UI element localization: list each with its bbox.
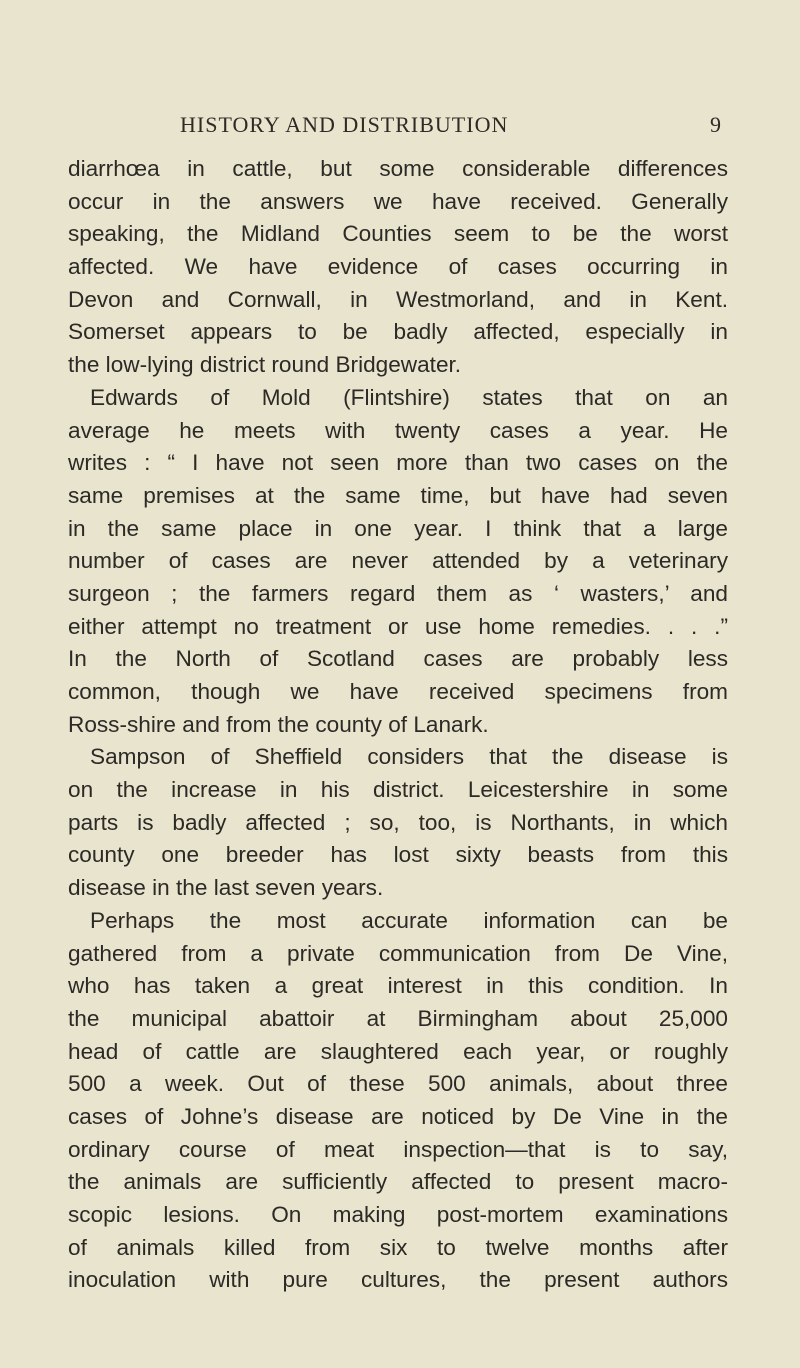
body-text <box>68 153 728 1297</box>
text-line: Ross-shire and from the county of Lanark. <box>68 711 489 737</box>
text-line: surgeon ; the farmers regard them as ‘ wasters,’ and <box>68 580 728 606</box>
text-line: speaking, the Midland Counties seem to be the worst <box>68 221 728 247</box>
text-line: same premises at the same time, but have had seven <box>68 482 728 508</box>
text-line: head of cattle are slaughtered each year, or roughly <box>68 1038 728 1064</box>
text-line: the low-lying district round Bridgewater. <box>68 352 462 378</box>
text-line: gathered from a private communication from De Vine, <box>68 940 728 966</box>
running-head <box>70 112 722 148</box>
text-line: disease in the last seven years. <box>68 875 384 901</box>
text-line: county one breeder has lost sixty beasts from this <box>68 842 728 868</box>
text-line: scopic lesions. On making post-mortem examinations <box>68 1202 728 1227</box>
text-line: 500 a week. Out of these 500 animals, about three <box>68 1071 728 1097</box>
text-line: diarrhœa in cattle, but some considerable differences <box>68 156 728 181</box>
text-line: number of cases are never attended by a veterinary <box>68 548 728 574</box>
text-line: who has taken a great interest in this condition. In <box>68 973 728 999</box>
text-line: In the North of Scotland cases are probably less <box>68 646 728 672</box>
text-line: Edwards of Mold (Flintshire) states that on an <box>90 384 728 410</box>
text-line: of animals killed from six to twelve months after <box>68 1234 728 1260</box>
text-line: Perhaps the most accurate information can be <box>90 907 728 933</box>
text-line: affected. We have evidence of cases occurring in <box>68 254 728 280</box>
text-line: the municipal abattoir at Birmingham about 25,000 <box>68 1005 728 1031</box>
text-line: the animals are sufficiently affected to present macro- <box>68 1169 728 1195</box>
text-line: Somerset appears to be badly affected, especially in <box>68 319 728 345</box>
running-head-title: HISTORY AND DISTRIBUTION <box>180 112 509 137</box>
text-line: in the same place in one year. I think that a large <box>68 515 728 541</box>
text-line: common, though we have received specimens from <box>68 679 728 704</box>
text-line: ordinary course of meat inspection—that is to say, <box>68 1136 728 1162</box>
text-line: Devon and Cornwall, in Westmorland, and in Kent. <box>68 286 728 312</box>
text-line: average he meets with twenty cases a year. He <box>68 417 728 443</box>
text-line: inoculation with pure cultures, the present authors <box>68 1267 728 1293</box>
text-line: cases of Johne’s disease are noticed by De Vine in the <box>68 1103 728 1129</box>
page-number: 9 <box>710 112 722 137</box>
text-line: on the increase in his district. Leicestershire in some <box>68 777 728 803</box>
text-line: parts is badly affected ; so, too, is Northants, in which <box>68 809 728 835</box>
text-line: writes : “ I have not seen more than two cases on the <box>68 450 728 476</box>
text-line: occur in the answers we have received. Generally <box>68 188 728 214</box>
text-line: Sampson of Sheffield considers that the disease is <box>90 744 728 770</box>
text-line: either attempt no treatment or use home remedies. . . .” <box>68 613 728 639</box>
